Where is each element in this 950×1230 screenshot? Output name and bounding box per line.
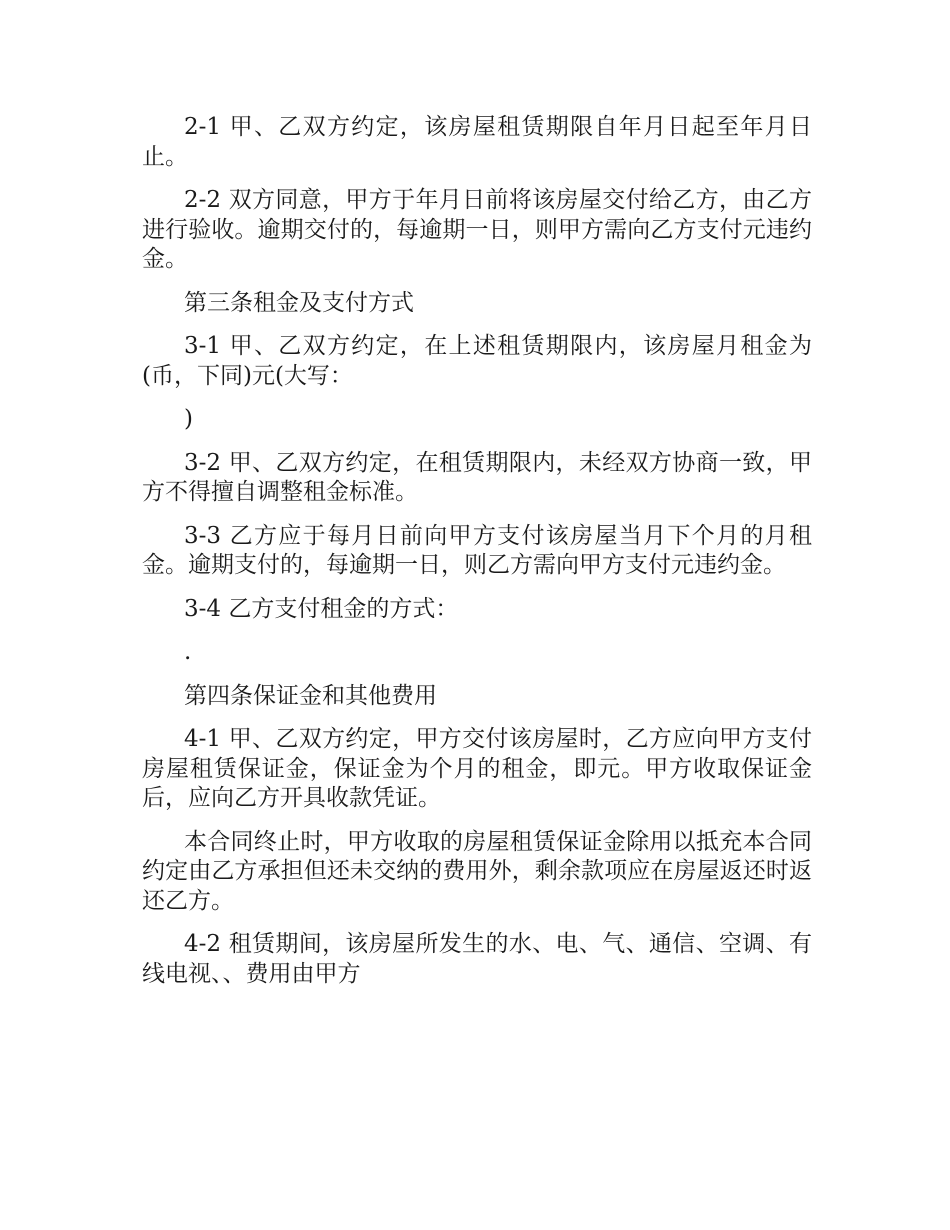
clause-3-2: 3-2 甲、乙双方约定，在租赁期限内，未经双方协商一致，甲方不得擅自调整租金标准。 [142,449,812,505]
clause-3-4-continuation: . [184,639,192,665]
clause-2-2: 2-2 双方同意，甲方于年月日前将该房屋交付给乙方，由乙方进行验收。逾期交付的，每逾期一日，则甲方需向乙方支付元违约金。 [142,187,812,272]
document-body [142,113,812,1003]
clause-4-2: 4-2 租赁期间，该房屋所发生的水、电、气、通信、空调、有线电视、、费用由甲方 [142,931,812,987]
clause-2-1: 2-1 甲、乙双方约定，该房屋租赁期限自年月日起至年月日止。 [142,114,812,170]
clause-3-3: 3-3 乙方应于每月日前向甲方支付该房屋当月下个月的月租金。逾期支付的，每逾期一日，则乙方需向甲方支付元违约金。 [142,522,812,578]
clause-4-1-termination: 本合同终止时，甲方收取的房屋租赁保证金除用以抵充本合同约定由乙方承担但还未交纳的费用外，剩余款项应在房屋返还时返还乙方。 [142,828,812,914]
clause-3-4: 3-4 乙方支付租金的方式： [184,595,459,622]
clause-3-1: 3-1 甲、乙双方约定，在上述租赁期限内，该房屋月租金为(币，下同)元(大写： [142,333,812,389]
section-heading-article-4: 第四条保证金和其他费用 [184,682,437,709]
section-heading-article-3: 第三条租金及支付方式 [184,289,414,316]
clause-4-1: 4-1 甲、乙双方约定，甲方交付该房屋时，乙方应向甲方支付房屋租赁保证金，保证金为个月的租金，即元。甲方收取保证金后，应向乙方开具收款凭证。 [142,726,812,811]
clause-3-1-continuation: ) [184,406,193,432]
